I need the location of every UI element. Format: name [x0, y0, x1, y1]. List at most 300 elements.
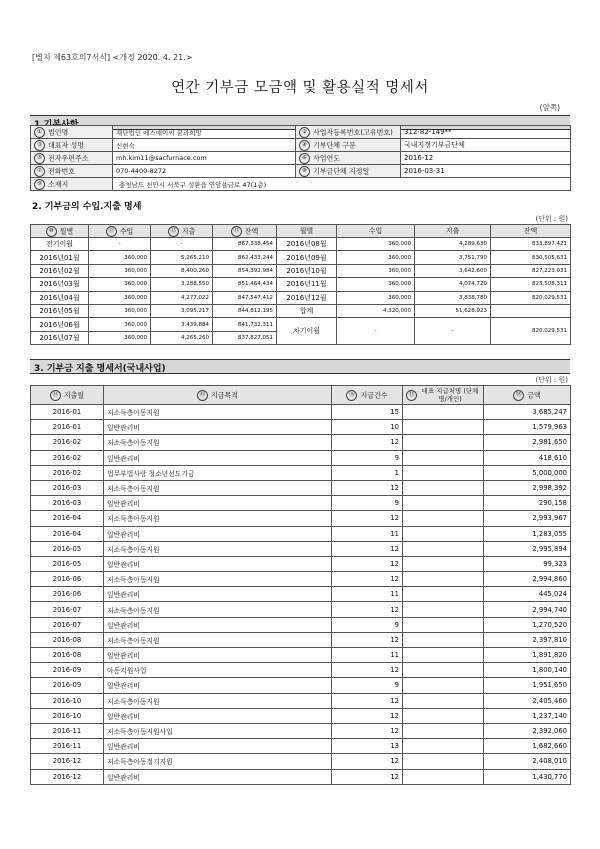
recipient-cell [403, 526, 484, 541]
expense-month-cell: 2016-09 [31, 678, 104, 693]
amount-cell: 1,237,140 [484, 708, 571, 723]
column-header-text: 지출월 [63, 391, 85, 399]
amount-cell: 2,998,392 [484, 480, 571, 495]
balance-cell: 851,464,434 [213, 278, 277, 291]
month-cell: 2016년12월 [277, 291, 337, 304]
field-label-text: 기부단체 구분 [313, 141, 356, 149]
expense-cell: 4,074,720 [415, 278, 491, 291]
column-header [484, 386, 571, 405]
carry-forward-balance: 820,029,531 [491, 318, 571, 345]
income-cell: 360,000 [337, 251, 415, 264]
table-row [31, 405, 571, 420]
income-cell: 360,000 [89, 264, 151, 277]
field-label [296, 126, 401, 139]
amount-cell: 2,392,060 [484, 723, 571, 738]
expense-month-cell: 2016-11 [31, 723, 104, 738]
expense-cell: 3,642,600 [415, 264, 491, 277]
recipient-cell [403, 450, 484, 465]
field-value: 070-4400-8272 [113, 165, 296, 178]
item-number-marker: ⑤ [34, 153, 45, 164]
month-cell: 2016년04월 [31, 291, 89, 304]
field-value: 2016-03-31 [401, 165, 571, 178]
column-header [89, 225, 151, 238]
income-cell: 360,000 [337, 291, 415, 304]
table-row [31, 602, 571, 617]
basic-info-row [31, 165, 571, 178]
expense-month-cell: 2016-09 [31, 663, 104, 678]
expense-month-cell: 2016-01 [31, 405, 104, 420]
column-header-text: 지출 [181, 227, 196, 235]
field-label [296, 165, 401, 178]
recipient-cell [403, 678, 484, 693]
expense-month-cell: 2016-10 [31, 708, 104, 723]
form-note: [별지 제63호의7서식] <개정 2020. 4. 21.> [32, 53, 193, 62]
expense-month-cell: 2016-11 [31, 739, 104, 754]
count-cell: 12 [332, 754, 403, 769]
income-cell: 360,000 [89, 304, 151, 317]
expense-month-cell: 2016-04 [31, 526, 104, 541]
count-cell: 12 [332, 708, 403, 723]
table-row [31, 496, 571, 511]
expense-month-cell: 2016-03 [31, 496, 104, 511]
purpose-cell: 일반관리비 [104, 769, 332, 784]
expense-cell: 3,439,884 [151, 318, 213, 331]
purpose-cell: 일반관리비 [104, 556, 332, 571]
basic-info-row [31, 139, 571, 152]
count-cell: 12 [332, 435, 403, 450]
recipient-cell [403, 754, 484, 769]
purpose-cell: 저소득층아동지원 [104, 693, 332, 708]
income-cell: 360,000 [89, 291, 151, 304]
table-row [31, 480, 571, 495]
expense-month-cell: 2016-06 [31, 587, 104, 602]
expense-month-cell: 2016-05 [31, 556, 104, 571]
carry-forward-expense: - [415, 318, 491, 345]
table-row [31, 435, 571, 450]
balance-cell: 827,223,031 [491, 264, 571, 277]
amount-cell: 2,408,010 [484, 754, 571, 769]
column-header [31, 225, 89, 238]
expense-month-cell: 2016-02 [31, 435, 104, 450]
section3-unit: (단위 : 원) [535, 376, 568, 384]
amount-cell: 1,283,055 [484, 526, 571, 541]
recipient-cell [403, 587, 484, 602]
field-label-text: 소재지 [48, 180, 69, 188]
amount-cell: 418,610 [484, 450, 571, 465]
table-row [31, 556, 571, 571]
expense-cell: - [151, 238, 213, 251]
expense-cell: 3,838,780 [415, 291, 491, 304]
column-header-text: 지급건수 [360, 391, 388, 399]
purpose-cell: 일반관리비 [104, 708, 332, 723]
purpose-cell: 일반관리비 [104, 450, 332, 465]
basic-info-row [31, 178, 571, 191]
total-income: 4,320,000 [337, 304, 415, 317]
total-expense: 51,628,923 [415, 304, 491, 317]
count-cell: 12 [332, 693, 403, 708]
amount-cell: 1,891,820 [484, 648, 571, 663]
purpose-cell: 일반관리비 [104, 648, 332, 663]
recipient-cell [403, 602, 484, 617]
recipient-cell [403, 556, 484, 571]
month-cell: 2016년07월 [31, 331, 89, 344]
balance-cell: 837,827,051 [213, 331, 277, 344]
balance-cell: 854,392,984 [213, 264, 277, 277]
table-row [31, 420, 571, 435]
expense-month-cell: 2016-08 [31, 648, 104, 663]
table-row [31, 739, 571, 754]
purpose-cell: 저소득층아동지원 [104, 405, 332, 420]
amount-cell: 2,993,967 [484, 511, 571, 526]
section2-title: 2. 기부금의 수입.지출 명세 [32, 202, 142, 212]
recipient-cell [403, 420, 484, 435]
amount-cell: 1,951,650 [484, 678, 571, 693]
income-expense-table [30, 224, 571, 345]
expense-cell: 3,095,217 [151, 304, 213, 317]
expense-month-cell: 2016-05 [31, 541, 104, 556]
count-cell: 15 [332, 405, 403, 420]
balance-cell: 867,338,454 [213, 238, 277, 251]
field-label [296, 152, 401, 165]
table-row [31, 511, 571, 526]
recipient-cell [403, 405, 484, 420]
recipient-cell [403, 496, 484, 511]
purpose-cell: 저소득층아동지원 [104, 541, 332, 556]
field-label [31, 165, 113, 178]
item-number-marker: ⑨ [34, 179, 45, 190]
count-cell: 12 [332, 556, 403, 571]
amount-cell: 1,430,770 [484, 769, 571, 784]
table-row [31, 572, 571, 587]
expense-month-cell: 2016-12 [31, 754, 104, 769]
count-cell: 12 [332, 769, 403, 784]
item-number-marker: ⑮ [197, 390, 208, 401]
balance-cell: 847,547,412 [213, 291, 277, 304]
expense-cell: 4,277,022 [151, 291, 213, 304]
count-cell: 11 [332, 648, 403, 663]
table-row [31, 723, 571, 738]
recipient-cell [403, 511, 484, 526]
recipient-cell [403, 708, 484, 723]
balance-cell: 833,897,421 [491, 238, 571, 251]
recipient-cell [403, 541, 484, 556]
item-number-marker: ⑥ [299, 153, 310, 164]
field-label-text: 기부금단체 지정일 [313, 167, 370, 175]
field-value: 2016-12 [401, 152, 571, 165]
table-row [31, 465, 571, 480]
item-number-marker: ⑫ [168, 226, 179, 237]
field-label-text: 사업자등록번호(고유번호) [313, 128, 393, 136]
column-header-text: 지급목적 [210, 391, 239, 399]
amount-cell: 2,994,860 [484, 572, 571, 587]
field-value: mh.kim11@sacfurnace.com [113, 152, 296, 165]
column-header: 수입 [337, 225, 415, 238]
income-cell: 360,000 [89, 278, 151, 291]
purpose-cell: 저소득층아동정기지원 [104, 754, 332, 769]
count-cell: 9 [332, 678, 403, 693]
balance-cell: 862,433,244 [213, 251, 277, 264]
count-cell: 13 [332, 739, 403, 754]
count-cell: 12 [332, 663, 403, 678]
field-label [31, 139, 113, 152]
basic-info-row [31, 152, 571, 165]
expense-cell: 4,289,630 [415, 238, 491, 251]
field-label [31, 178, 113, 191]
purpose-cell: 법무부법사랑 청소년선도기금 [104, 465, 332, 480]
section3-header-bar [30, 359, 570, 374]
month-cell: 2016년11월 [277, 278, 337, 291]
amount-cell: 1,682,660 [484, 739, 571, 754]
recipient-cell [403, 435, 484, 450]
purpose-cell: 저소득층아동지원 [104, 632, 332, 647]
month-cell: 2016년06월 [31, 318, 89, 331]
count-cell: 12 [332, 572, 403, 587]
expense-month-cell: 2016-07 [31, 617, 104, 632]
field-label [31, 152, 113, 165]
income-cell: 360,000 [337, 264, 415, 277]
table-row [31, 648, 571, 663]
purpose-cell: 일반관리비 [104, 587, 332, 602]
month-cell: 전기이월 [31, 238, 89, 251]
balance-cell: 823,508,311 [491, 278, 571, 291]
column-header [403, 386, 484, 405]
table-row [31, 251, 571, 264]
table-row [31, 238, 571, 251]
carry-forward-label: 차기이월 [277, 318, 337, 345]
recipient-cell [403, 769, 484, 784]
recipient-cell [403, 739, 484, 754]
expense-month-cell: 2016-04 [31, 511, 104, 526]
purpose-cell: 일반관리비 [104, 526, 332, 541]
count-cell: 9 [332, 450, 403, 465]
table-row [31, 754, 571, 769]
purpose-cell: 일반관리비 [104, 739, 332, 754]
field-label-text: 전자우편주소 [48, 154, 89, 162]
purpose-cell: 저소득층아동지원 [104, 480, 332, 495]
item-number-marker: ⑧ [299, 166, 310, 177]
expense-month-cell: 2016-02 [31, 450, 104, 465]
expense-month-cell: 2016-10 [31, 693, 104, 708]
item-number-marker: ④ [299, 140, 310, 151]
table-row [31, 541, 571, 556]
item-number-marker: ⑩ [46, 226, 57, 237]
amount-cell: 5,000,000 [484, 465, 571, 480]
count-cell: 9 [332, 617, 403, 632]
recipient-cell [403, 693, 484, 708]
count-cell: 12 [332, 632, 403, 647]
purpose-cell: 일반관리비 [104, 617, 332, 632]
carry-forward-income: - [337, 318, 415, 345]
column-header: 월별 [277, 225, 337, 238]
count-cell: 9 [332, 496, 403, 511]
month-cell: 2016년02월 [31, 264, 89, 277]
purpose-cell: 일반관리비 [104, 678, 332, 693]
section2-unit: (단위 : 원) [535, 215, 568, 223]
field-value: 신현숙 [113, 139, 296, 152]
balance-cell: 841,732,311 [213, 318, 277, 331]
amount-cell: 2,397,810 [484, 632, 571, 647]
expense-cell: 4,265,260 [151, 331, 213, 344]
table-row [31, 450, 571, 465]
month-cell: 2016년01월 [31, 251, 89, 264]
column-header-text: 금액 [527, 391, 541, 399]
basic-info-table [30, 125, 571, 191]
expense-cell: 5,265,210 [151, 251, 213, 264]
amount-cell: 3,685,247 [484, 405, 571, 420]
column-header-text: 대표 지급처명 (단체명/개인) [421, 387, 479, 403]
count-cell: 12 [332, 541, 403, 556]
expense-month-cell: 2016-12 [31, 769, 104, 784]
recipient-cell [403, 617, 484, 632]
table-row [31, 769, 571, 784]
column-header [332, 386, 403, 405]
item-number-marker: ⑱ [513, 390, 524, 401]
field-value: 재단법인 에스에이씨 꿈과희망 [113, 126, 296, 139]
expense-month-cell: 2016-08 [31, 632, 104, 647]
count-cell: 1 [332, 465, 403, 480]
item-number-marker: ⑰ [406, 390, 417, 401]
purpose-cell: 저소득층아동지원 [104, 511, 332, 526]
expense-cell: 3,288,550 [151, 278, 213, 291]
purpose-cell: 저소득층아동지원사업 [104, 723, 332, 738]
item-number-marker: ③ [34, 140, 45, 151]
recipient-cell [403, 663, 484, 678]
income-cell: 360,000 [89, 251, 151, 264]
month-cell: 2016년08월 [277, 238, 337, 251]
amount-cell: 290,158 [484, 496, 571, 511]
count-cell: 12 [332, 480, 403, 495]
item-number-marker: ⑬ [231, 226, 242, 237]
item-number-marker: ⑭ [50, 390, 61, 401]
purpose-cell: 저소득층아동지원 [104, 572, 332, 587]
expense-month-cell: 2016-01 [31, 420, 104, 435]
column-header [104, 386, 332, 405]
count-cell: 11 [332, 587, 403, 602]
item-number-marker: ⑦ [34, 166, 45, 177]
table-row [31, 663, 571, 678]
table-row [31, 278, 571, 291]
count-cell: 12 [332, 723, 403, 738]
purpose-cell: 일반관리비 [104, 420, 332, 435]
column-header [31, 386, 104, 405]
table-row [31, 587, 571, 602]
recipient-cell [403, 723, 484, 738]
count-cell: 12 [332, 511, 403, 526]
expense-month-cell: 2016-02 [31, 465, 104, 480]
table-row [31, 708, 571, 723]
column-header-text: 월별 [59, 227, 74, 235]
count-cell: 12 [332, 602, 403, 617]
expense-month-cell: 2016-06 [31, 572, 104, 587]
table-row [31, 318, 571, 331]
table-row [31, 304, 571, 317]
column-header: 잔액 [491, 225, 571, 238]
field-value: 312-82-149** [401, 126, 571, 139]
document-title: 연간 기부금 모금액 및 활용실적 명세서 [171, 80, 429, 96]
expense-month-cell: 2016-07 [31, 602, 104, 617]
purpose-cell: 저소득층아동지원 [104, 435, 332, 450]
expense-month-cell: 2016-03 [31, 480, 104, 495]
recipient-cell [403, 465, 484, 480]
recipient-cell [403, 632, 484, 647]
income-cell: 360,000 [337, 278, 415, 291]
month-cell: 2016년03월 [31, 278, 89, 291]
balance-cell: 830,505,631 [491, 251, 571, 264]
income-cell: 360,000 [337, 238, 415, 251]
count-cell: 11 [332, 526, 403, 541]
table-row [31, 526, 571, 541]
item-number-marker: ① [34, 127, 45, 138]
month-cell: 2016년10월 [277, 264, 337, 277]
amount-cell: 2,994,740 [484, 602, 571, 617]
column-header: 지출 [415, 225, 491, 238]
month-cell: 2016년09월 [277, 251, 337, 264]
section3-title: 3. 기부금 지출 명세서(국내사업) [34, 364, 166, 374]
expenditure-table [30, 385, 571, 785]
column-header [213, 225, 277, 238]
amount-cell: 2,995,894 [484, 541, 571, 556]
table-row [31, 617, 571, 632]
expense-cell: 3,751,790 [415, 251, 491, 264]
purpose-cell: 일반관리비 [104, 496, 332, 511]
field-label-text: 법인명 [48, 128, 69, 136]
purpose-cell: 아동지원사업 [104, 663, 332, 678]
recipient-cell [403, 480, 484, 495]
item-number-marker: ⑯ [346, 390, 357, 401]
field-label [296, 139, 401, 152]
amount-cell: 1,800,140 [484, 663, 571, 678]
table-row [31, 291, 571, 304]
address-value: 충청남도 천안시 서북구 성환읍 연암율금로 47(1층) [113, 178, 571, 191]
basic-info-row [31, 126, 571, 139]
amount-cell: 1,270,520 [484, 617, 571, 632]
item-number-marker: ② [299, 127, 310, 138]
table-row [31, 632, 571, 647]
count-cell: 10 [332, 420, 403, 435]
field-label-text: 전화번호 [48, 167, 76, 175]
table-row [31, 678, 571, 693]
balance-cell: 820,029,531 [491, 291, 571, 304]
amount-cell: 2,981,650 [484, 435, 571, 450]
table-row [31, 264, 571, 277]
month-cell: 2016년05월 [31, 304, 89, 317]
purpose-cell: 저소득층아동지원 [104, 602, 332, 617]
income-cell: 360,000 [89, 318, 151, 331]
balance-cell: 844,812,195 [213, 304, 277, 317]
income-cell: - [89, 238, 151, 251]
field-label [31, 126, 113, 139]
field-value: 국내지정기부금단체 [401, 139, 571, 152]
copy-note: (앞쪽) [539, 103, 560, 112]
recipient-cell [403, 648, 484, 663]
column-header [151, 225, 213, 238]
column-header-text: 잔액 [244, 227, 259, 235]
item-number-marker: ⑪ [106, 226, 117, 237]
income-cell: 360,000 [89, 331, 151, 344]
total-label: 합계 [277, 304, 337, 317]
field-label-text: 사업연도 [313, 154, 341, 162]
expense-cell: 8,400,260 [151, 264, 213, 277]
amount-cell: 99,323 [484, 556, 571, 571]
table-row [31, 693, 571, 708]
amount-cell: 445,024 [484, 587, 571, 602]
column-header-text: 수입 [119, 227, 134, 235]
field-label-text: 대표자 성명 [48, 141, 85, 149]
amount-cell: 2,405,460 [484, 693, 571, 708]
recipient-cell [403, 572, 484, 587]
total-balance [491, 304, 571, 317]
amount-cell: 1,579,963 [484, 420, 571, 435]
